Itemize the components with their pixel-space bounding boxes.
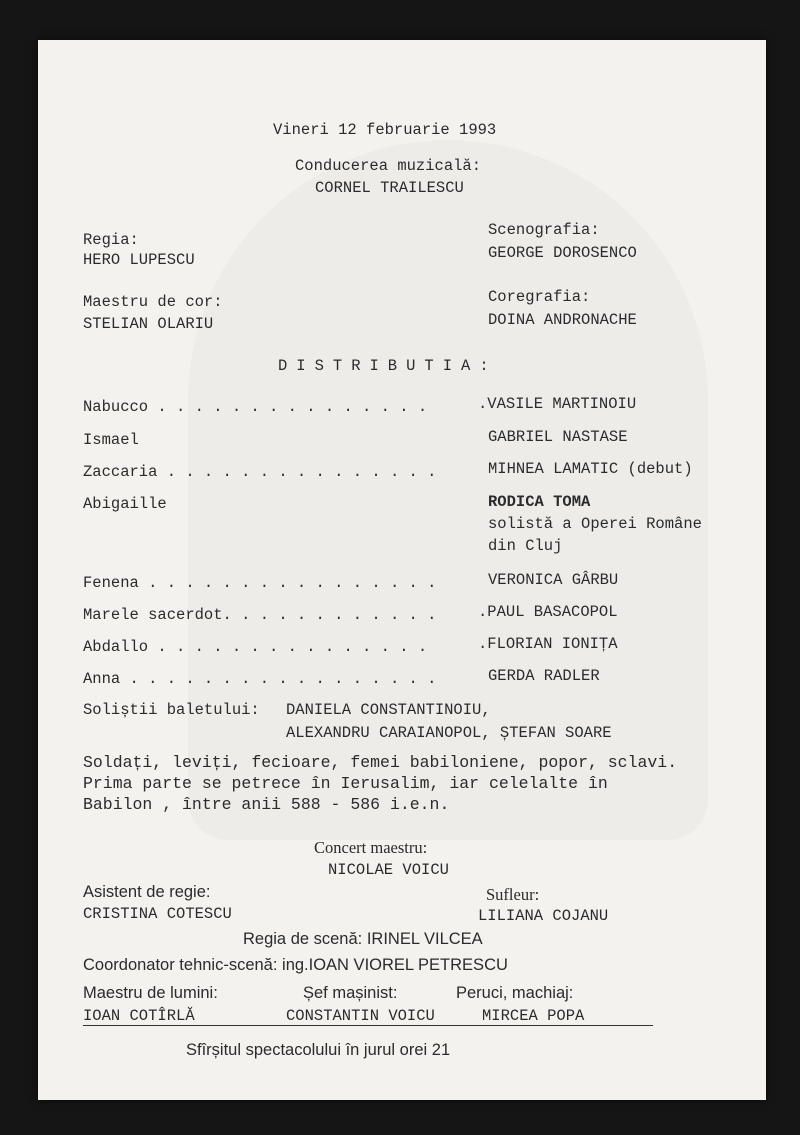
lighting-name: IOAN COTÎRLĂ <box>83 1007 195 1025</box>
assistant-director-label: Asistent de regie: <box>83 883 211 901</box>
technical-coordinator: Coordonator tehnic-scenă: ing.IOAN VIOREL PETRESCU <box>83 956 508 974</box>
ballet-soloists: DANIELA CONSTANTINOIU, <box>286 701 491 719</box>
head-machinist-label: Șef mașinist: <box>303 984 398 1002</box>
ballet-soloists: ALEXANDRU CARAIANOPOL, ȘTEFAN SOARE <box>286 724 612 742</box>
prompter-label: Sufleur: <box>486 885 540 904</box>
cast-singer-note: solistă a Operei Române <box>488 515 702 533</box>
prompter-name: LILIANA COJANU <box>478 907 609 925</box>
cast-singer: .FLORIAN IONIȚA <box>478 635 618 653</box>
assistant-director-name: CRISTINA COTESCU <box>83 905 232 923</box>
synopsis-line: Babilon , între anii 588 - 586 i.e.n. <box>83 795 450 814</box>
cast-role: Anna . . . . . . . . . . . . . . . . . <box>83 670 437 688</box>
cast-role: Zaccaria . . . . . . . . . . . . . . . <box>83 463 437 481</box>
divider-line <box>83 1025 653 1026</box>
cast-heading: DISTRIBUTIA: <box>278 357 498 375</box>
cast-singer: GERDA RADLER <box>488 667 600 685</box>
synopsis-line: Soldați, leviți, fecioare, femei babiloniene, popor, sclavi. <box>83 753 678 772</box>
cast-singer-note: din Cluj <box>488 537 563 555</box>
makeup-name: MIRCEA POPA <box>482 1007 585 1025</box>
performance-date: Vineri 12 februarie 1993 <box>273 121 497 139</box>
cast-singer: VERONICA GÂRBU <box>488 571 619 589</box>
synopsis-line: Prima parte se petrece în Ierusalim, iar celelalte în <box>83 774 608 793</box>
musical-direction-name: CORNEL TRAILESCU <box>315 179 464 197</box>
staging-name: HERO LUPESCU <box>83 251 195 269</box>
cast-singer: MIHNEA LAMATIC (debut) <box>488 460 693 478</box>
musical-direction-label: Conducerea muzicală: <box>295 157 482 175</box>
choir-master-label: Maestru de cor: <box>83 293 223 311</box>
program-page <box>38 40 766 1100</box>
staging-label: Regia: <box>83 231 139 249</box>
cast-singer: .PAUL BASACOPOL <box>478 603 618 621</box>
stage-director: Regia de scenă: IRINEL VILCEA <box>243 930 483 948</box>
cast-role: Abigaille <box>83 495 167 513</box>
cast-singer: .VASILE MARTINOIU <box>478 395 637 413</box>
lighting-label: Maestru de lumini: <box>83 984 218 1002</box>
concertmaster-label: Concert maestru: <box>314 838 428 857</box>
cast-role: Ismael <box>83 431 139 449</box>
cast-role: Fenena . . . . . . . . . . . . . . . . <box>83 574 437 592</box>
ballet-label: Soliștii baletului: <box>83 701 260 719</box>
head-machinist-name: CONSTANTIN VOICU <box>286 1007 435 1025</box>
makeup-label: Peruci, machiaj: <box>456 984 574 1002</box>
scenography-name: GEORGE DOROSENCO <box>488 244 637 262</box>
cast-role: Marele sacerdot. . . . . . . . . . . . <box>83 606 437 624</box>
choreography-name: DOINA ANDRONACHE <box>488 311 637 329</box>
scenography-label: Scenografia: <box>488 221 600 239</box>
cast-role: Nabucco . . . . . . . . . . . . . . . <box>83 398 428 416</box>
cast-role: Abdallo . . . . . . . . . . . . . . . <box>83 638 428 656</box>
concertmaster-name: NICOLAE VOICU <box>328 861 449 879</box>
end-time-note: Sfîrșitul spectacolului în jurul orei 21 <box>186 1041 451 1059</box>
cast-singer-featured: RODICA TOMA <box>488 493 591 511</box>
cast-singer: GABRIEL NASTASE <box>488 428 628 446</box>
choir-master-name: STELIAN OLARIU <box>83 315 214 333</box>
choreography-label: Coregrafia: <box>488 288 591 306</box>
